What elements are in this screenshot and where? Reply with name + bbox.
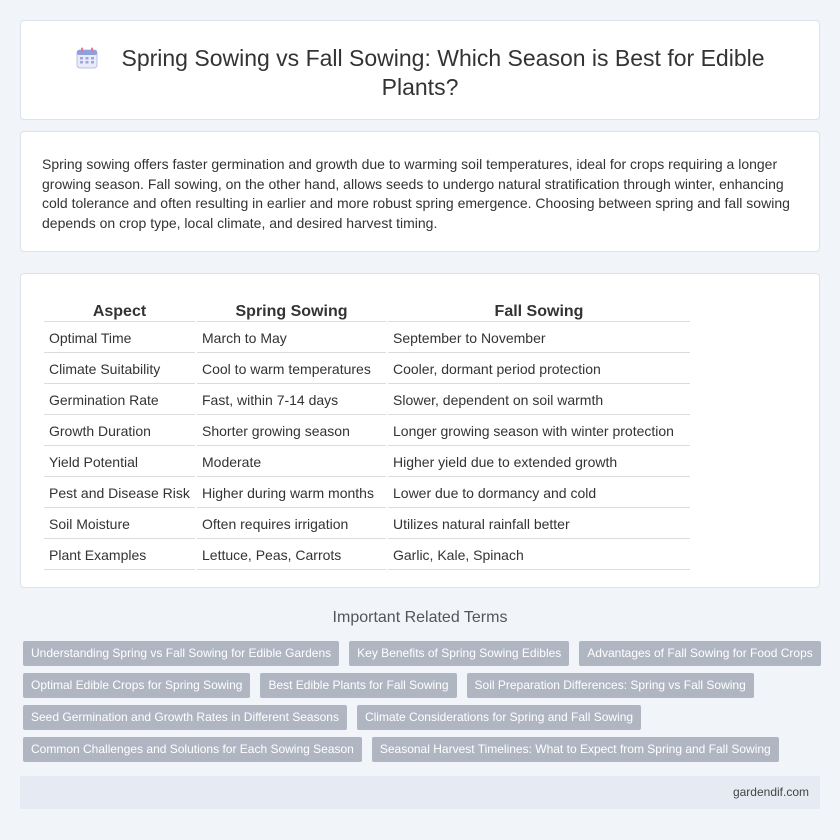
table-row bbox=[44, 417, 690, 446]
related-term-tag[interactable]: Optimal Edible Crops for Spring Sowing bbox=[23, 673, 250, 698]
cell-spring: Higher during warm months bbox=[197, 479, 386, 508]
table-row bbox=[44, 355, 690, 384]
footer-site-link[interactable]: gardendif.com bbox=[732, 785, 809, 799]
cell-spring: Often requires irrigation bbox=[197, 510, 386, 539]
cell-fall: Utilizes natural rainfall better bbox=[388, 510, 690, 539]
related-term-tag[interactable]: Seasonal Harvest Timelines: What to Expect from Spring and Fall Sowing bbox=[372, 737, 779, 762]
related-term-tag[interactable]: Best Edible Plants for Fall Sowing bbox=[260, 673, 456, 698]
cell-fall: Higher yield due to extended growth bbox=[388, 448, 690, 477]
table-row bbox=[44, 510, 690, 539]
cell-aspect: Plant Examples bbox=[44, 541, 195, 570]
cell-spring: March to May bbox=[197, 324, 386, 353]
cell-spring: Fast, within 7-14 days bbox=[197, 386, 386, 415]
cell-fall: Cooler, dormant period protection bbox=[388, 355, 690, 384]
header-aspect: Aspect bbox=[44, 298, 195, 322]
related-term-tag[interactable]: Key Benefits of Spring Sowing Edibles bbox=[349, 641, 569, 666]
summary-text: Spring sowing offers faster germination and growth due to warming soil temperatures, ideal for crops requiring a longer growing season. Fall sowing, on the other hand, allows seeds to undergo natural stratification through winter, enhancing cold tolerance and often resulting in earlier and more robust spring emergence. Choosing between spring and fall sowing depends on crop type, local climate, and desired harvest timing. bbox=[42, 156, 790, 231]
related-term-tag[interactable]: Common Challenges and Solutions for Each Sowing Season bbox=[23, 737, 362, 762]
footer bbox=[20, 776, 820, 809]
cell-fall: September to November bbox=[388, 324, 690, 353]
table-header-row bbox=[44, 298, 690, 322]
cell-fall: Longer growing season with winter protection bbox=[388, 417, 690, 446]
related-term-tag[interactable]: Seed Germination and Growth Rates in Different Seasons bbox=[23, 705, 347, 730]
cell-aspect: Soil Moisture bbox=[44, 510, 195, 539]
related-term-tag[interactable]: Soil Preparation Differences: Spring vs Fall Sowing bbox=[467, 673, 754, 698]
header-card bbox=[20, 20, 820, 120]
table-row bbox=[44, 386, 690, 415]
comparison-table bbox=[42, 296, 692, 572]
related-term-tag[interactable]: Climate Considerations for Spring and Fall Sowing bbox=[357, 705, 641, 730]
header-fall-sowing: Fall Sowing bbox=[388, 298, 690, 322]
cell-aspect: Pest and Disease Risk bbox=[44, 479, 195, 508]
cell-aspect: Yield Potential bbox=[44, 448, 195, 477]
page-title: Spring Sowing vs Fall Sowing: Which Season is Best for Edible Plants? bbox=[121, 45, 765, 100]
cell-spring: Cool to warm temperatures bbox=[197, 355, 386, 384]
calendar-icon bbox=[75, 46, 99, 70]
cell-fall: Slower, dependent on soil warmth bbox=[388, 386, 690, 415]
tag-row bbox=[23, 641, 813, 673]
cell-aspect: Climate Suitability bbox=[44, 355, 195, 384]
summary-card bbox=[20, 131, 820, 252]
page-title-wrap bbox=[21, 44, 819, 102]
header-spring-sowing: Spring Sowing bbox=[197, 298, 386, 322]
comparison-table-card bbox=[20, 273, 820, 588]
cell-spring: Lettuce, Peas, Carrots bbox=[197, 541, 386, 570]
cell-aspect: Optimal Time bbox=[44, 324, 195, 353]
table-row bbox=[44, 324, 690, 353]
cell-aspect: Germination Rate bbox=[44, 386, 195, 415]
tag-row bbox=[23, 705, 813, 737]
tag-row bbox=[23, 737, 813, 769]
related-terms-title: Important Related Terms bbox=[332, 609, 508, 626]
cell-fall: Garlic, Kale, Spinach bbox=[388, 541, 690, 570]
related-term-tag[interactable]: Understanding Spring vs Fall Sowing for Edible Gardens bbox=[23, 641, 339, 666]
related-terms-list bbox=[23, 641, 813, 769]
cell-aspect: Growth Duration bbox=[44, 417, 195, 446]
cell-fall: Lower due to dormancy and cold bbox=[388, 479, 690, 508]
tag-row bbox=[23, 673, 813, 705]
table-row bbox=[44, 541, 690, 570]
cell-spring: Moderate bbox=[197, 448, 386, 477]
table-row bbox=[44, 448, 690, 477]
related-term-tag[interactable]: Advantages of Fall Sowing for Food Crops bbox=[579, 641, 820, 666]
table-row bbox=[44, 479, 690, 508]
cell-spring: Shorter growing season bbox=[197, 417, 386, 446]
